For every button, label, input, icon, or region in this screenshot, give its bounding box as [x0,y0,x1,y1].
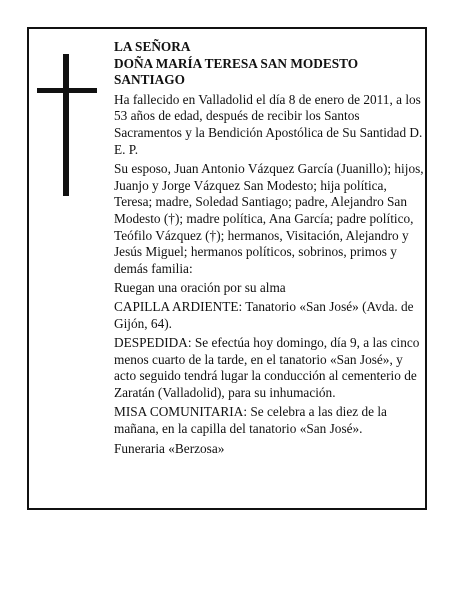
prayer-request-line: Ruegan una oración por su alma [114,280,286,296]
funeral-home-line: Funeraria «Berzosa» [114,440,225,456]
community-mass-paragraph: MISA COMUNITARIA: Se celebra a las diez de la mañana, en la capilla del tanatorio «San José». [114,404,387,437]
cross-icon [37,54,97,196]
cross-horizontal-bar [37,88,97,93]
chapel-information-paragraph: CAPILLA ARDIENTE: Tanatorio «San José» (Avda. de Gijón, 64). [114,298,414,331]
notice-title-line-3: SANTIAGO [114,72,185,88]
cross-vertical-bar [63,54,69,196]
notice-title-line-1: LA SEÑORA [114,39,191,54]
death-announcement-paragraph: Ha fallecido en Valladolid el día 8 de enero de 2011, a los 53 años de edad, después de recibir los Santos Sacramentos y la Bendición Apostólica de Su Santidad D. E. P. [114,91,423,157]
family-members-paragraph: Su esposo, Juan Antonio Vázquez García (Juanillo); hijos, Juanjo y Jorge Vázquez San Modesto; hija política, Teresa; madre, Soledad Santiago; padre, Alejandro San Modesto (†); madre política, Ana García; padre político, Teófilo Vázquez (†); hermanos, Visitación, Alejandro y Jesús Miguel; hermanos políticos, sobrinos, primos y demás familia: [114,161,424,276]
notice-title-line-2: DOÑA MARÍA TERESA SAN MODESTO [114,55,359,71]
farewell-information-paragraph: DESPEDIDA: Se efectúa hoy domingo, día 9, a las cinco menos cuarto de la tarde, en el tanatorio «San José», y acto seguido tendrá lugar la conducción al cementerio de Zaratán (Valladolid), para su inhumación. [114,335,420,400]
obituary-text-block [114,39,428,460]
